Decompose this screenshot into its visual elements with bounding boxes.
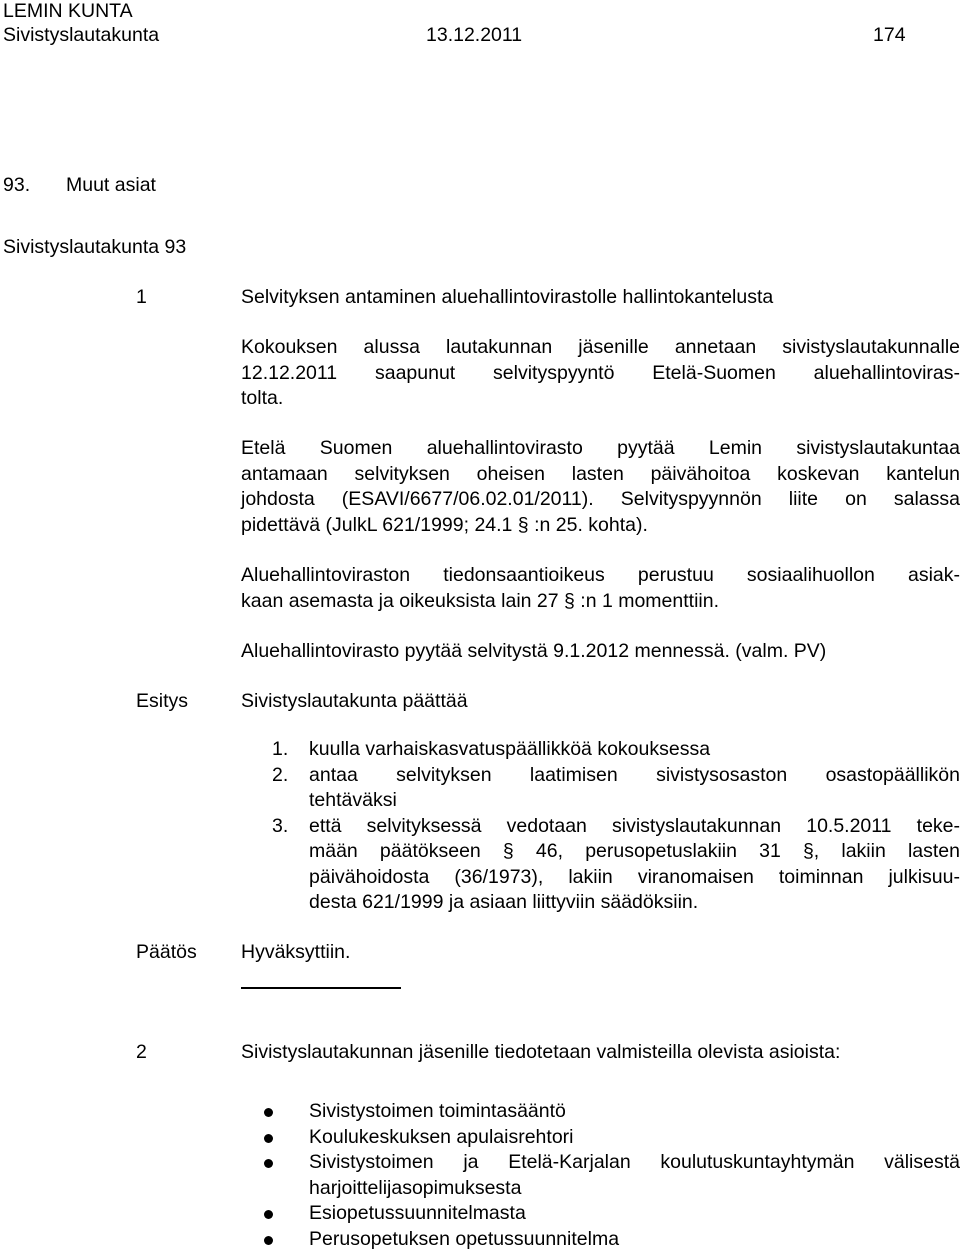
item2-number: 2 (136, 1041, 147, 1063)
header-committee: Sivistyslautakunta (3, 24, 160, 46)
decision-item (272, 763, 960, 814)
paragraph-line: antamaan selvityksen oheisen lasten päivähoitoa koskevan kantelun (241, 462, 960, 485)
decision-number: 2. (272, 763, 289, 786)
paragraph-line: Etelä Suomen aluehallintovirasto pyytää Lemin sivistyslautakuntaa (241, 437, 960, 459)
paatos-label: Päätös (136, 941, 197, 963)
decision-line: päivähoidosta (36/1973), lakiin viranomaisen toiminnan julkisuu- (309, 865, 960, 888)
item1-paragraph-3 (241, 563, 960, 614)
header-date: 13.12.2011 (426, 24, 523, 46)
list-item-line: Koulukeskuksen apulaisrehtori (309, 1125, 574, 1148)
decision-line: antaa selvityksen laatimisen sivistysosaston osastopäällikön (309, 763, 960, 786)
list-item (264, 1227, 960, 1252)
bullet-icon (264, 1134, 273, 1143)
list-item-line: Sivistystoimen ja Etelä-Karjalan koulutuskuntayhtymän välisestä (309, 1151, 960, 1173)
bullet-icon (264, 1210, 273, 1219)
paragraph-line: Aluehallintoviraston tiedonsaantioikeus perustuu sosiaalihuollon asiak- (241, 564, 960, 586)
decision-line: desta 621/1999 ja asiaan liittyviin säädöksiin. (309, 891, 699, 913)
list-item-line: Sivistystoimen toimintasääntö (309, 1100, 566, 1122)
decision-number: 1. (272, 738, 289, 760)
decision-line: mään päätökseen § 46, perusopetuslakiin 31 §, lakiin lasten (309, 840, 960, 862)
list-item (264, 1150, 960, 1201)
section-number: 93. (3, 174, 31, 196)
item1-paragraph-1 (241, 335, 960, 412)
list-item-line: Perusopetuksen opetussuunnitelma (309, 1227, 620, 1250)
item1-title: Selvityksen antaminen aluehallintovirastolle hallintokantelusta (241, 286, 774, 308)
list-item (264, 1201, 960, 1227)
bullet-icon (264, 1159, 273, 1168)
notice-bullet-list (264, 1099, 960, 1252)
bullet-icon (264, 1108, 273, 1117)
decision-line: kuulla varhaiskasvatuspäällikköä kokouksessa (309, 738, 711, 760)
list-item (264, 1125, 960, 1151)
paragraph-line: kaan asemasta ja oikeuksista lain 27 § :n 1 momenttiin. (241, 589, 720, 612)
paragraph-line: Kokouksen alussa lautakunnan jäsenille annetaan sivistyslautakunnalle (241, 336, 960, 358)
item1-paragraph-2 (241, 436, 960, 538)
esitys-label: Esitys (136, 690, 189, 712)
item1-number: 1 (136, 286, 147, 308)
item2-title: Sivistyslautakunnan jäsenille tiedotetaan valmisteilla olevista asioista: (241, 1041, 841, 1063)
decision-list (272, 737, 960, 916)
paragraph-line: 12.12.2011 saapunut selvityspyyntö Etelä-Suomen aluehallintoviras- (241, 361, 960, 384)
list-item (264, 1099, 960, 1125)
bullet-icon (264, 1236, 273, 1245)
list-item-line: harjoittelijasopimuksesta (309, 1176, 522, 1199)
paragraph-line: pidettävä (JulkL 621/1999; 24.1 § :n 25. kohta). (241, 513, 648, 536)
item1-paragraph-4: Aluehallintovirasto pyytää selvitystä 9.1.2012 mennessä. (valm. PV) (241, 640, 827, 662)
decision-item (272, 737, 960, 763)
decision-line: että selvityksessä vedotaan sivistyslautakunnan 10.5.2011 teke- (309, 814, 960, 837)
paatos-text: Hyväksyttiin. (241, 941, 351, 963)
section-reference: Sivistyslautakunta 93 (3, 236, 187, 258)
paragraph-line: johdosta (ESAVI/6677/06.02.01/2011). Selvityspyynnön liite on salassa (241, 488, 960, 510)
section-title: Muut asiat (66, 174, 156, 196)
signature-line (241, 987, 401, 989)
list-item-line: Esiopetussuunnitelmasta (309, 1202, 526, 1224)
header-page-number: 174 (873, 24, 906, 46)
decision-line: tehtäväksi (309, 789, 397, 811)
paragraph-line: tolta. (241, 387, 284, 409)
decision-number: 3. (272, 814, 289, 837)
esitys-text: Sivistyslautakunta päättää (241, 690, 468, 712)
decision-item (272, 814, 960, 916)
header-org: LEMIN KUNTA (3, 0, 133, 22)
